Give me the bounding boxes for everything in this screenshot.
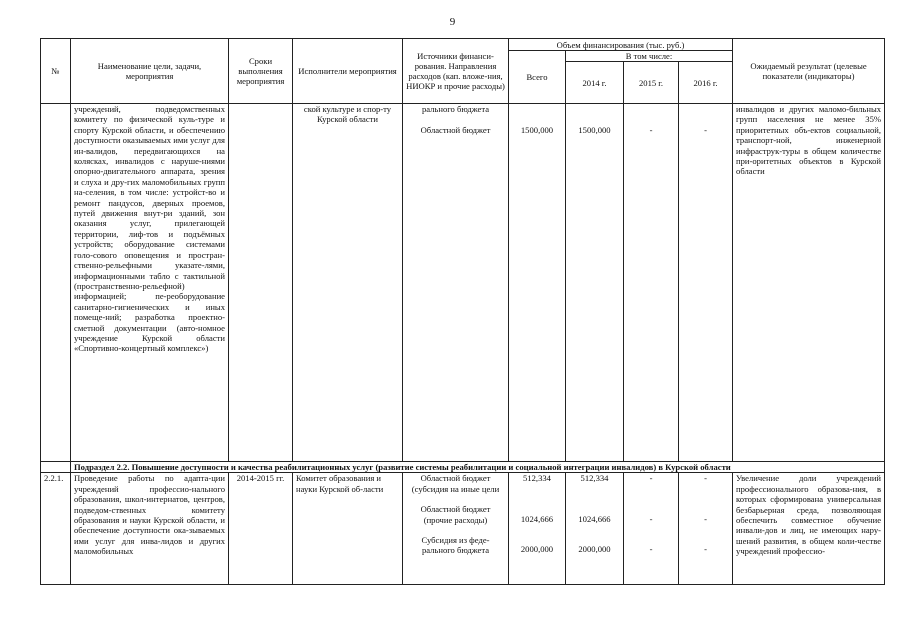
row2-2016-a: - — [704, 473, 707, 484]
header-goal: Наименование цели, задачи, мероприятия — [71, 39, 229, 104]
row2-num: 2.2.1. — [41, 473, 71, 585]
row2-result: Увеличение доли учреждений профессионального образова-ния, в которых сформирована универсальная безбарьерная среда, позволяющая обеспечить совместное обучение инвали-дов и лиц, не имеющих нару-шений развития, в общем коли-честве учреждений профессио- — [733, 473, 885, 585]
table-row — [41, 104, 885, 462]
subsection-row — [41, 462, 885, 473]
row1-source-b: Областной бюджет — [420, 125, 491, 136]
row2-2015-b: - — [649, 513, 653, 524]
row2-source-c: Субсидия из феде-рального бюджета — [421, 535, 490, 556]
row2-2016-c: - — [704, 544, 707, 555]
row2-terms: 2014-2015 гг. — [229, 473, 293, 585]
row1-2014-b: 1500,000 — [578, 125, 611, 135]
header-incl: В том числе: — [566, 51, 733, 62]
row1-2016-b: - — [704, 125, 707, 135]
row2-total-c: 2000,000 — [520, 544, 554, 555]
header-executors: Исполнители мероприятия — [293, 39, 403, 104]
header-num: № — [41, 39, 71, 104]
row1-result: инвалидов и других маломо-бильных групп населения не менее 35% приоритетных объ-ектов социальной, транспорт-ной, инженерной инфраструк-туры в общем количестве при-оритетных объектов в Курской области — [733, 104, 885, 462]
header-result: Ожидаемый результат (целевые показатели (индикаторы) — [733, 39, 885, 104]
header-2015: 2015 г. — [624, 62, 679, 104]
row2-2014-a: 512,334 — [580, 473, 609, 484]
program-table — [40, 38, 885, 585]
row1-source-a: рального бюджета — [421, 104, 490, 114]
row1-2015-b: - — [649, 125, 653, 135]
row1-goal: учреждений, подведомственных комитету по физической куль-туре и спорту Курской области, и обеспечению доступности оказываемых ими услуг для ин-валидов, передвигающихся на колясках, инвалидов с наруше-ниями опорно-двигательного аппарата, зрения и слуха и дру-гих маломобильных групп на-селения, в том числе: устройст-во и ремонт пандусов, дверных проемов, путей движения внут-ри зданий, зон оказания услуг, прилегающей территории, лиф-тов и подъёмных устройств; оборудование системами голо-сового оповещения и простран-ственно-рельефными указате-лями, информационными табло с тактильной (пространственно-рельефной) информацией; пе-реоборудование санитарно-гигиенических и иных помеще-ний; разработка проектно-сметной документации (авто-номное учреждение Курской области «Спортивно-концертный комплекс») — [71, 104, 229, 462]
row2-goal: Проведение работы по адапта-ции учреждений профессио-нального образования, школ-интернатов, центров, подведом-ственных комитету образования и науки Курской области, и обеспечение доступности ока-зываемых ими услуг для инва-лидов и других маломобильных — [71, 473, 229, 585]
row2-2015-c: - — [649, 544, 653, 555]
header-2014: 2014 г. — [566, 62, 624, 104]
subsection-title: Подраздел 2.2. Повышение доступности и качества реабилитационных услуг (развитие системы реабилитации и социальной интеграции инвалидов) в Курской области — [71, 462, 885, 473]
row1-executor: ской культуре и спор-ту Курской области — [293, 104, 403, 462]
header-total: Всего — [509, 51, 566, 104]
header-terms: Сроки выполнения мероприятия — [229, 39, 293, 104]
header-volume: Объем финансирования (тыс. руб.) — [509, 39, 733, 51]
page-number: 9 — [449, 16, 456, 28]
row2-source-b: Областной бюджет (прочие расходы) — [420, 504, 491, 525]
row2-2014-b: 1024,666 — [578, 513, 611, 524]
row2-2014-c: 2000,000 — [578, 544, 611, 555]
row2-source-a: Областной бюджет (субсидия на иные цели — [411, 473, 500, 494]
table-row — [41, 473, 885, 585]
row2-total-b: 1024,666 — [520, 513, 554, 524]
header-sources: Источники финанси-рования. Направления расходов (кап. вложе-ния, НИОКР и прочие расходы) — [403, 39, 509, 104]
row2-2015-a: - — [649, 473, 653, 484]
row2-2016-b: - — [704, 513, 707, 524]
row2-executor: Комитет образования и науки Курской об-ласти — [293, 473, 403, 585]
row2-total-a: 512,334 — [523, 473, 551, 484]
row1-total-b: 1500,000 — [520, 125, 554, 135]
header-2016: 2016 г. — [679, 62, 733, 104]
